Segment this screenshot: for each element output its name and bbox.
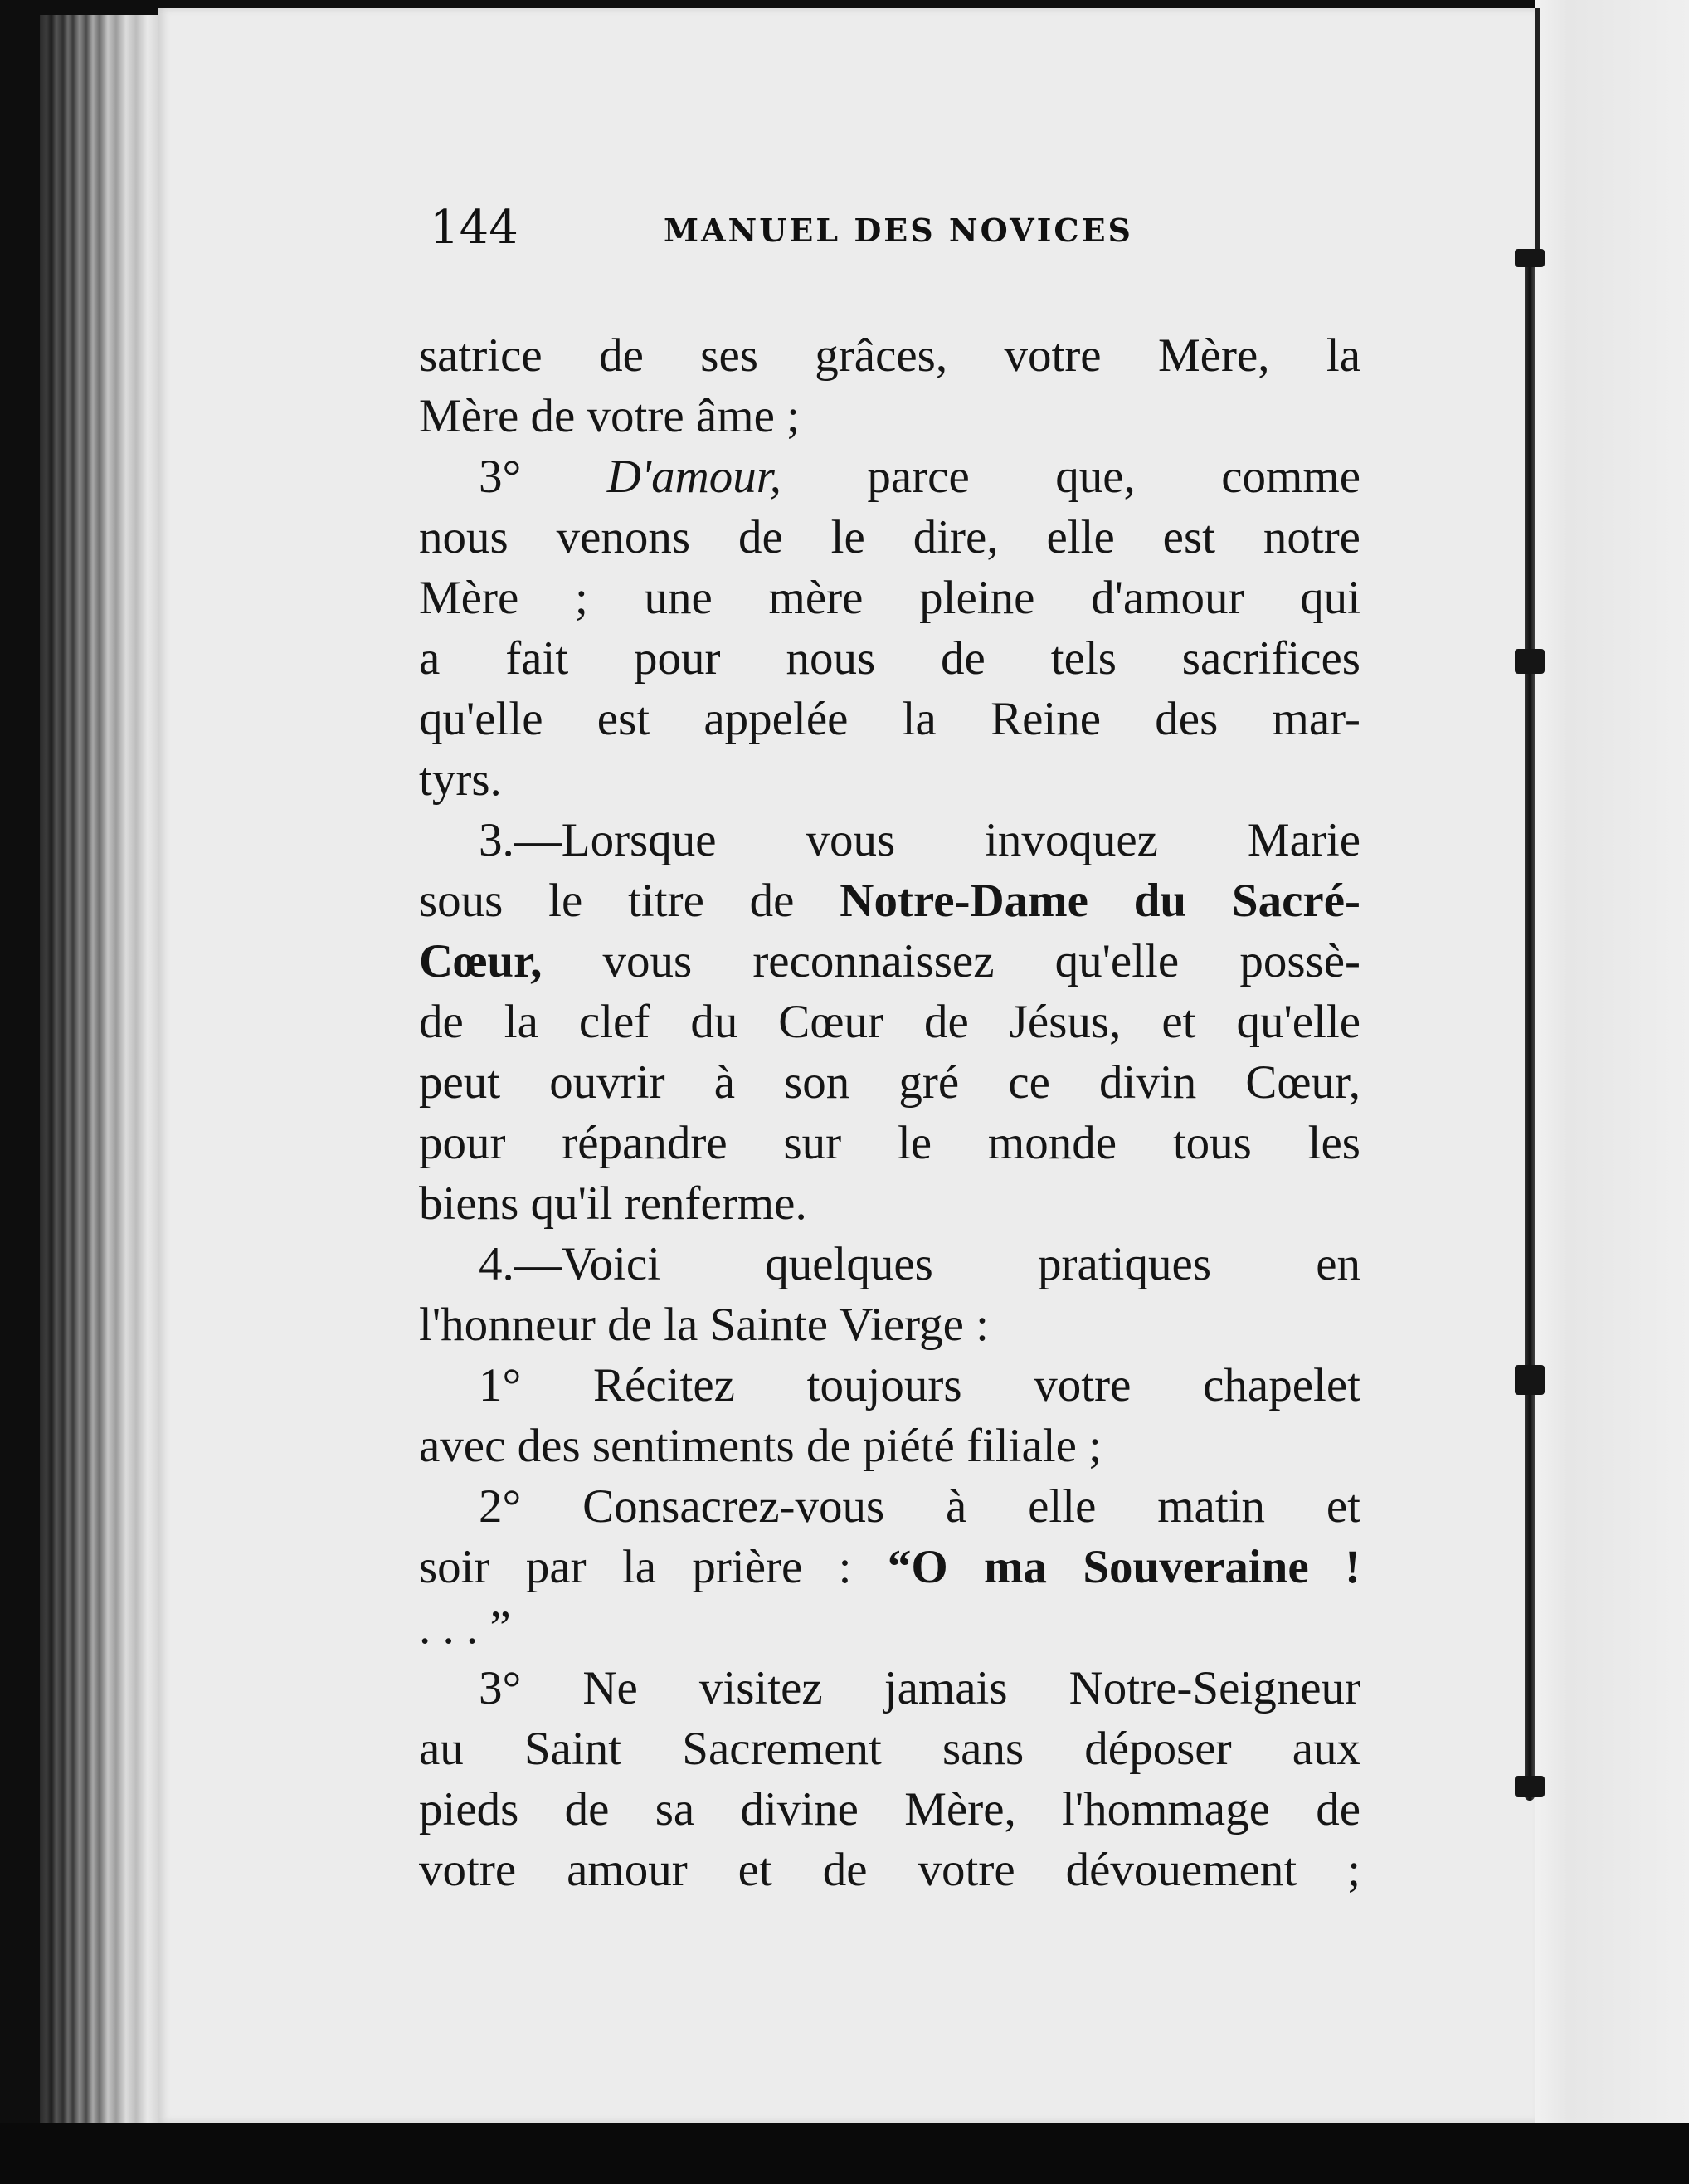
scan-bottom-shadow — [0, 2123, 1689, 2184]
text-line: Cœur, vous reconnaissez qu'elle possè- — [419, 935, 1360, 987]
text-line: 3° Ne visitez jamais Notre-Seigneur — [479, 1662, 1360, 1714]
text-line: pieds de sa divine Mère, l'hommage de — [419, 1783, 1360, 1835]
text-line: 1° Récitez toujours votre chapelet — [479, 1359, 1360, 1411]
text-line: peut ouvrir à son gré ce divin Cœur, — [419, 1056, 1360, 1109]
text-line: satrice de ses grâces, votre Mère, la — [419, 329, 1360, 382]
text-line: de la clef du Cœur de Jésus, et qu'elle — [419, 996, 1360, 1048]
text-line: pour répandre sur le monde tous les — [419, 1117, 1360, 1169]
binding-knot — [1515, 649, 1545, 674]
text-line: l'honneur de la Sainte Vierge : — [419, 1299, 989, 1351]
page-number: 144 — [430, 201, 518, 255]
text-line: avec des sentiments de piété filiale ; — [419, 1420, 1102, 1472]
text-line: a fait pour nous de tels sacrifices — [419, 632, 1360, 685]
text-line: biens qu'il renferme. — [419, 1177, 807, 1230]
binding-knot — [1515, 1776, 1545, 1797]
text-line: 3.—Lorsque vous invoquez Marie — [479, 814, 1360, 866]
text-line: nous venons de le dire, elle est notre — [419, 511, 1360, 563]
facing-page-margin — [1535, 0, 1689, 2184]
text-line: votre amour et de votre dévouement ; — [419, 1844, 1360, 1896]
text-line: sous le titre de Notre-Dame du Sacré- — [419, 875, 1360, 927]
page-header — [0, 199, 1689, 257]
body-text — [419, 325, 1360, 1900]
text-line: soir par la prière : “O ma Souveraine ! — [419, 1541, 1360, 1593]
text-line: tyrs. — [419, 753, 502, 806]
text-line: 4.—Voici quelques pratiques en — [479, 1238, 1360, 1290]
text-line: qu'elle est appelée la Reine des mar- — [419, 693, 1360, 745]
text-line: au Saint Sacrement sans déposer aux — [419, 1723, 1360, 1775]
binding-thread — [1525, 257, 1535, 1801]
text-line: . . . ” — [419, 1601, 511, 1654]
running-title: MANUEL DES NOVICES — [664, 212, 1133, 249]
binding-knot — [1515, 1365, 1545, 1395]
text-line: 3° D'amour, parce que, comme — [479, 451, 1361, 503]
text-line: 2° Consacrez-vous à elle matin et — [479, 1480, 1360, 1533]
text-line: Mère de votre âme ; — [419, 390, 800, 442]
text-line: Mère ; une mère pleine d'amour qui — [419, 572, 1360, 624]
